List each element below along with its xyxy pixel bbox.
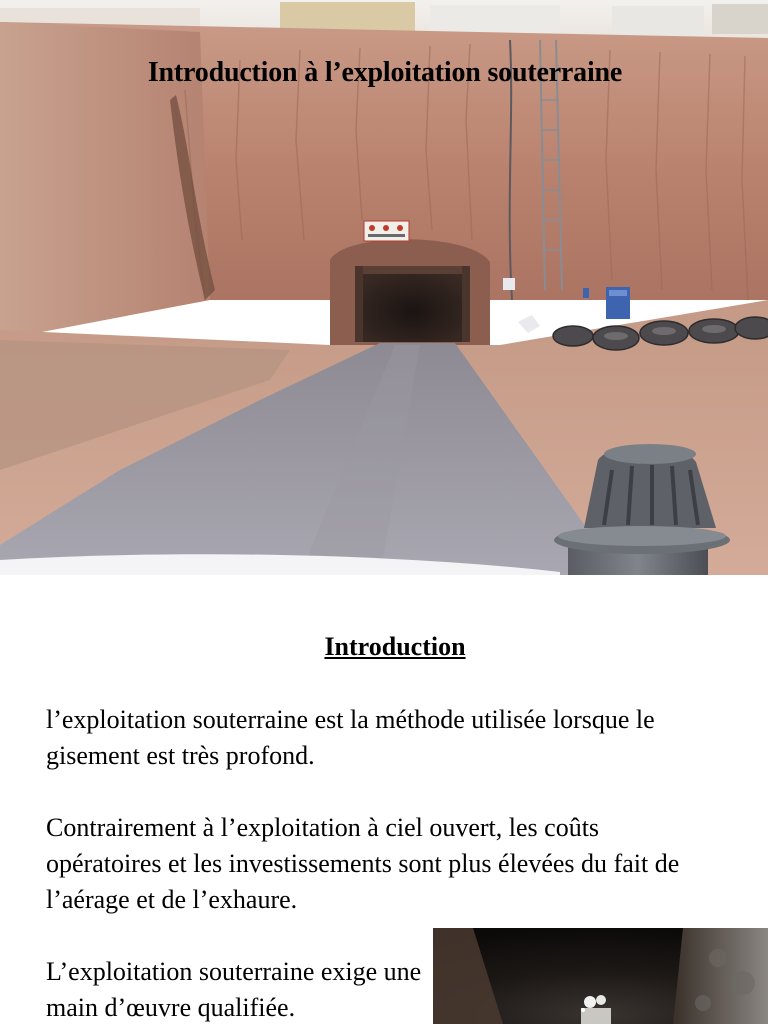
underground-workers-photo [433,928,768,1024]
section-heading: Introduction [324,632,466,661]
slide-title: Introduction à l’exploitation souterraine [147,57,623,88]
paragraph-depth: l’exploitation souterraine est la méthode utilisée lorsque le gisement est très profond. [46,705,655,770]
underground-tunnel-illustration [433,928,768,1024]
paragraph-costs: Contrairement à l’exploitation à ciel ouvert, les coûts opératoires et les investissements sont plus élevées du fait de l’aérage et de l’exhaure. [46,813,680,914]
paragraph-workforce: L’exploitation souterraine exige une main d’œuvre qualifiée. [46,957,422,1022]
